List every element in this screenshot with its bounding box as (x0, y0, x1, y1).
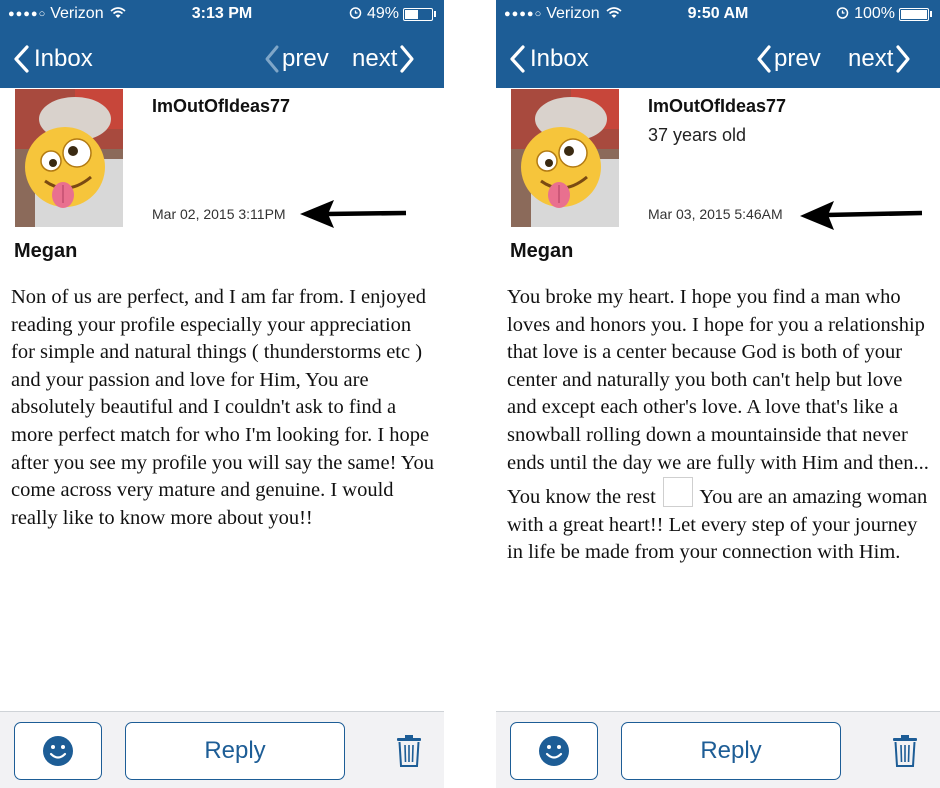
sender-avatar[interactable] (15, 89, 123, 227)
chevron-left-icon (754, 44, 774, 74)
recipient-name: Megan (510, 240, 574, 262)
back-label: Inbox (530, 45, 589, 72)
trash-icon[interactable] (892, 734, 918, 768)
battery-icon (899, 8, 929, 21)
prev-message-button[interactable] (754, 44, 821, 74)
prev-message-button[interactable] (262, 44, 329, 74)
chevron-left-icon (10, 44, 34, 74)
carrier-label: Verizon (50, 5, 104, 22)
emoji-button[interactable] (14, 722, 102, 780)
navigation-bar (496, 30, 940, 88)
battery-percent: 49% (366, 5, 399, 22)
chevron-right-icon (397, 44, 417, 74)
reply-button[interactable]: Reply (621, 722, 841, 780)
sender-username: ImOutOfIdeas77 (648, 96, 787, 116)
message-body-text-continued: You are an amazing woman with a great heart!! Let every step of your journey in life be made from your connection with Him. (507, 486, 928, 564)
smiley-icon (42, 735, 74, 767)
recipient-name: Megan (14, 240, 78, 262)
message-toolbar (0, 711, 444, 788)
screenshot-right (496, 0, 940, 788)
next-label: next (848, 45, 894, 72)
status-bar (0, 0, 444, 30)
alarm-clock-icon (836, 6, 849, 22)
chevron-left-icon (506, 44, 530, 74)
next-message-button[interactable] (848, 44, 913, 74)
sender-age: 37 years old (648, 125, 747, 145)
sender-avatar[interactable] (511, 89, 619, 227)
message-date: Mar 03, 2015 5:46AM (648, 206, 783, 222)
prev-label: prev (774, 45, 821, 72)
missing-emoji-icon (663, 477, 693, 507)
back-label: Inbox (34, 45, 93, 72)
signal-strength-icon: ●●●●○ (504, 8, 543, 20)
prev-label: prev (282, 45, 329, 72)
chevron-right-icon (893, 44, 913, 74)
emoji-button[interactable] (510, 722, 598, 780)
navigation-bar (0, 30, 444, 88)
reply-button[interactable]: Reply (125, 722, 345, 780)
signal-strength-icon: ●●●●○ (8, 8, 47, 20)
chevron-left-icon (262, 44, 282, 74)
battery-percent: 100% (854, 5, 895, 22)
back-to-inbox-button[interactable] (10, 44, 93, 74)
back-to-inbox-button[interactable] (506, 44, 589, 74)
carrier-label: Verizon (546, 5, 600, 22)
next-message-button[interactable] (352, 44, 417, 74)
message-body (11, 284, 439, 532)
message-date: Mar 02, 2015 3:11PM (152, 206, 286, 222)
status-bar (496, 0, 940, 30)
status-time: 9:50 AM (687, 5, 749, 22)
sender-username: ImOutOfIdeas77 (152, 96, 291, 116)
battery-icon (403, 8, 433, 21)
status-time: 3:13 PM (191, 5, 253, 22)
screenshot-left (0, 0, 444, 788)
message-body (507, 284, 935, 567)
message-body-text: You broke my heart. I hope you find a man who loves and honors you. I hope for you a relationship that love is a center because God is both of your center and naturally you both can't help but love and except each other's love. A love that's like a snowball rolling down a mountainside that never ends until the day we are fully with Him and then... You know the rest (507, 286, 929, 509)
trash-icon[interactable] (396, 734, 422, 768)
annotation-arrow-icon (798, 196, 924, 232)
message-toolbar (496, 711, 940, 788)
message-body-text: Non of us are perfect, and I am far from. I enjoyed reading your profile especially your appreciation for simple and natural things ( thunderstorms etc ) and your passion and love for Him, You are absolutely beautiful and I couldn't ask to find a more perfect match for who I'm looking for. I hope after you see my profile you will say the same! You come across very mature and genuine. I would really like to know more about you!! (11, 286, 435, 529)
smiley-icon (538, 735, 570, 767)
next-label: next (352, 45, 398, 72)
annotation-arrow-icon (298, 196, 408, 232)
alarm-clock-icon (349, 6, 362, 22)
